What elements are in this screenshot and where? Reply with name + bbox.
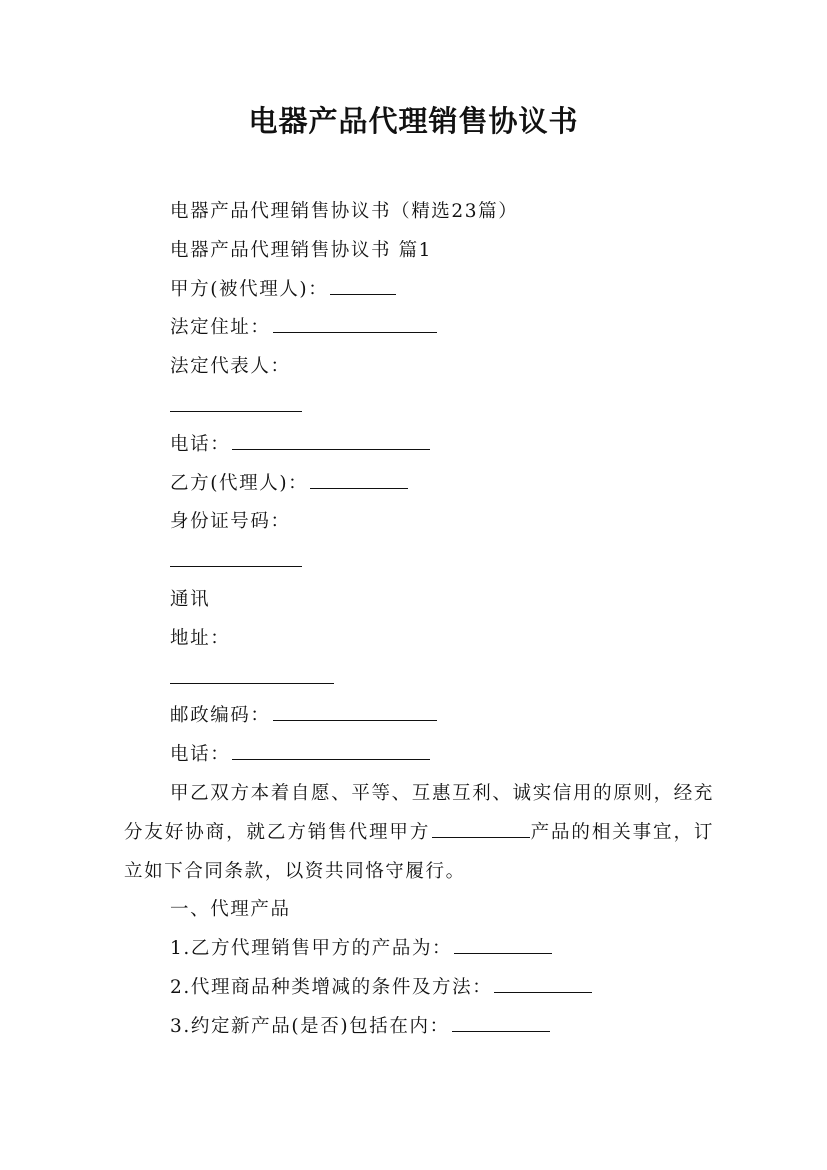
intro-paragraph <box>124 775 714 891</box>
item1-label: 1.乙方代理销售甲方的产品为： <box>170 938 453 960</box>
party-b-blank <box>310 466 408 489</box>
party-b-label: 乙方(代理人)： <box>170 472 309 494</box>
id-number-label: 身份证号码： <box>170 511 291 533</box>
section1-heading: 一、代理产品 <box>170 899 291 921</box>
address-label: 地址： <box>170 627 231 649</box>
postal-blank <box>273 698 437 721</box>
subtitle: 电器产品代理销售协议书（精选23篇） <box>170 201 519 222</box>
legal-rep-blank <box>170 387 302 412</box>
party-b-line <box>124 465 714 504</box>
item1-line <box>124 930 714 969</box>
intro-text-1: 甲乙双方本着自愿、平等、互惠互利、诚实信用的原则，经充分友好协商，就乙方销售代理甲方 <box>124 782 714 843</box>
item3-line <box>124 1008 714 1047</box>
id-number-blank <box>170 542 302 567</box>
item3-label: 3.约定新产品(是否)包括在内： <box>170 1015 450 1037</box>
party-a-line <box>124 271 714 310</box>
phone-label-1: 电话： <box>170 433 231 455</box>
item2-line <box>124 969 714 1008</box>
id-number-line <box>124 503 714 542</box>
phone-blank-2 <box>232 737 430 760</box>
intro-text-2: 产品的相关事宜，订立如下合同条款，以资共同恪守履行。 <box>124 821 714 882</box>
legal-rep-label: 法定代表人： <box>170 356 291 378</box>
party-a-label: 甲方(被代理人)： <box>170 278 329 300</box>
party-a-blank <box>330 272 396 295</box>
item1-blank <box>454 931 552 954</box>
legal-rep-blank-line <box>124 387 714 426</box>
address-line <box>124 620 714 659</box>
document-title: 电器产品代理销售协议书 <box>248 104 579 138</box>
product-blank <box>432 815 530 838</box>
id-number-blank-line <box>124 542 714 581</box>
comm-label: 通讯 <box>170 588 211 610</box>
legal-rep-line <box>124 348 714 387</box>
address-blank-line <box>124 659 714 698</box>
legal-address-label: 法定住址： <box>170 317 271 339</box>
address-blank <box>170 659 334 684</box>
article-heading: 电器产品代理销售协议书 篇1 <box>170 239 433 261</box>
comm-line <box>124 581 714 620</box>
item3-blank <box>452 1009 550 1032</box>
phone-label-2: 电话： <box>170 744 231 766</box>
item2-blank <box>494 970 592 993</box>
phone-line-2 <box>124 736 714 775</box>
phone-line-1 <box>124 426 714 465</box>
postal-label: 邮政编码： <box>170 705 271 727</box>
phone-blank-1 <box>232 427 430 450</box>
item2-label: 2.代理商品种类增减的条件及方法： <box>170 976 493 998</box>
postal-line <box>124 697 714 736</box>
legal-address-blank <box>273 310 437 333</box>
legal-address-line <box>124 309 714 348</box>
document-body <box>124 193 714 1047</box>
